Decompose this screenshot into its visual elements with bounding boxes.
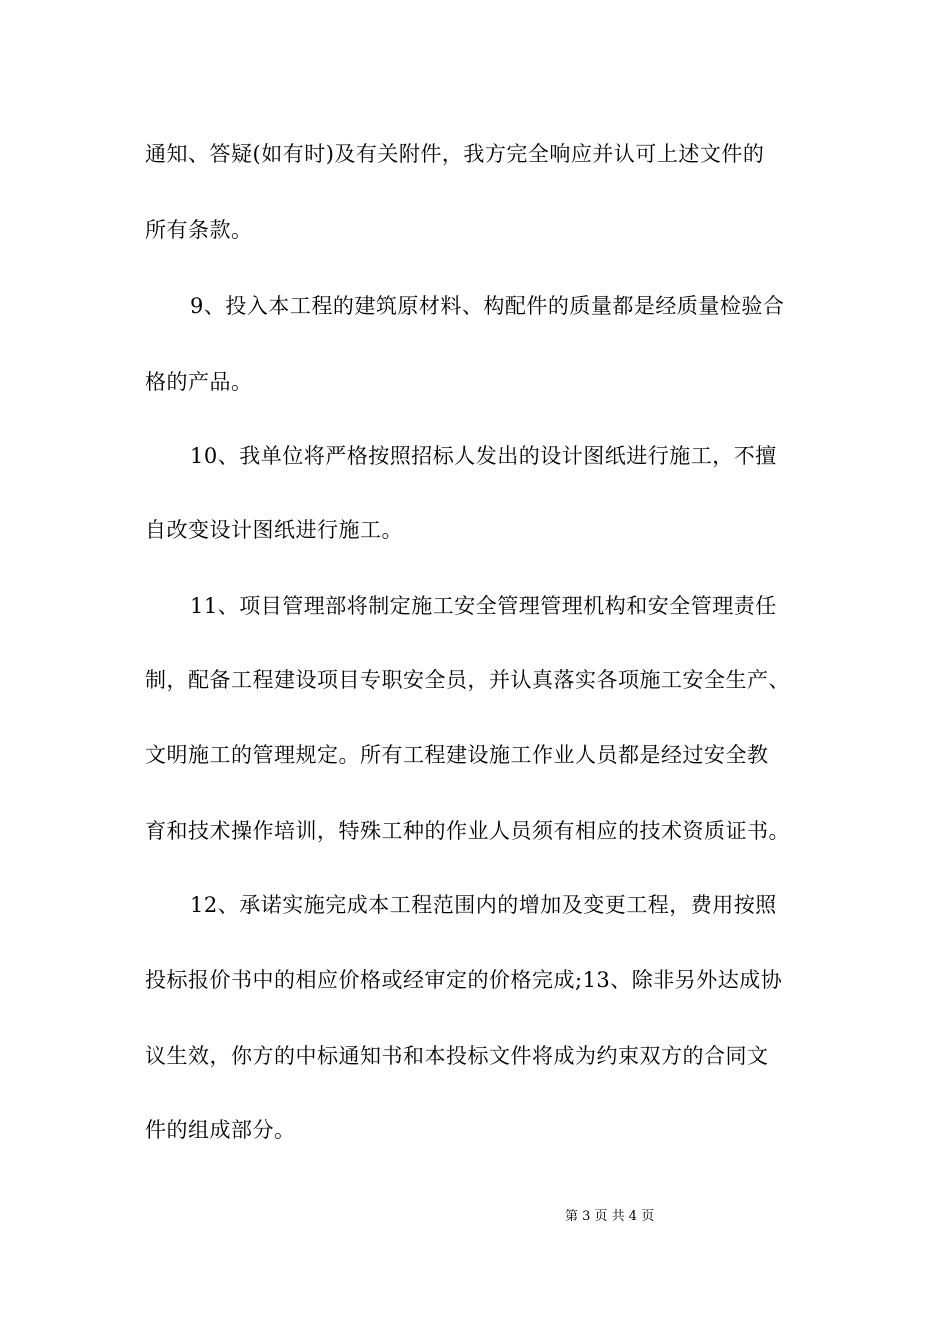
clause-10-line-2: 自改变设计图纸进行施工。 — [145, 518, 403, 542]
clause-11-line-1: 11、项目管理部将制定施工安全管理管理机构和安全管理责任 — [190, 594, 777, 618]
clause-9-line-1: 9、投入本工程的建筑原材料、构配件的质量都是经质量检验合 — [190, 294, 785, 318]
clause-11-line-4: 育和技术操作培训，特殊工种的作业人员须有相应的技术资质证书。 — [145, 819, 790, 843]
clause-13-line-1: 议生效，你方的中标通知书和本投标文件将成为约束双方的合同文 — [145, 1044, 769, 1068]
clause-11-line-3: 文明施工的管理规定。所有工程建设施工作业人员都是经过安全教 — [145, 743, 769, 767]
clause-11-line-2: 制，配备工程建设项目专职安全员，并认真落实各项施工安全生产、 — [145, 668, 790, 692]
clause-9-line-2: 格的产品。 — [145, 370, 253, 394]
clause-13-line-2: 件的组成部分。 — [145, 1118, 296, 1142]
text-line-1: 通知、答疑(如有时)及有关附件，我方完全响应并认可上述文件的 — [145, 142, 765, 166]
clause-10-line-1: 10、我单位将严格按照招标人发出的设计图纸进行施工，不擅 — [190, 444, 777, 468]
clause-12-line-1: 12、承诺实施完成本工程范围内的增加及变更工程，费用按照 — [190, 893, 777, 917]
page-number: 第 3 页 共 4 页 — [565, 1209, 655, 1224]
clause-12-line-2: 投标报价书中的相应价格或经审定的价格完成;13、除非另外达成协 — [145, 968, 783, 992]
text-line-2: 所有条款。 — [145, 218, 253, 242]
